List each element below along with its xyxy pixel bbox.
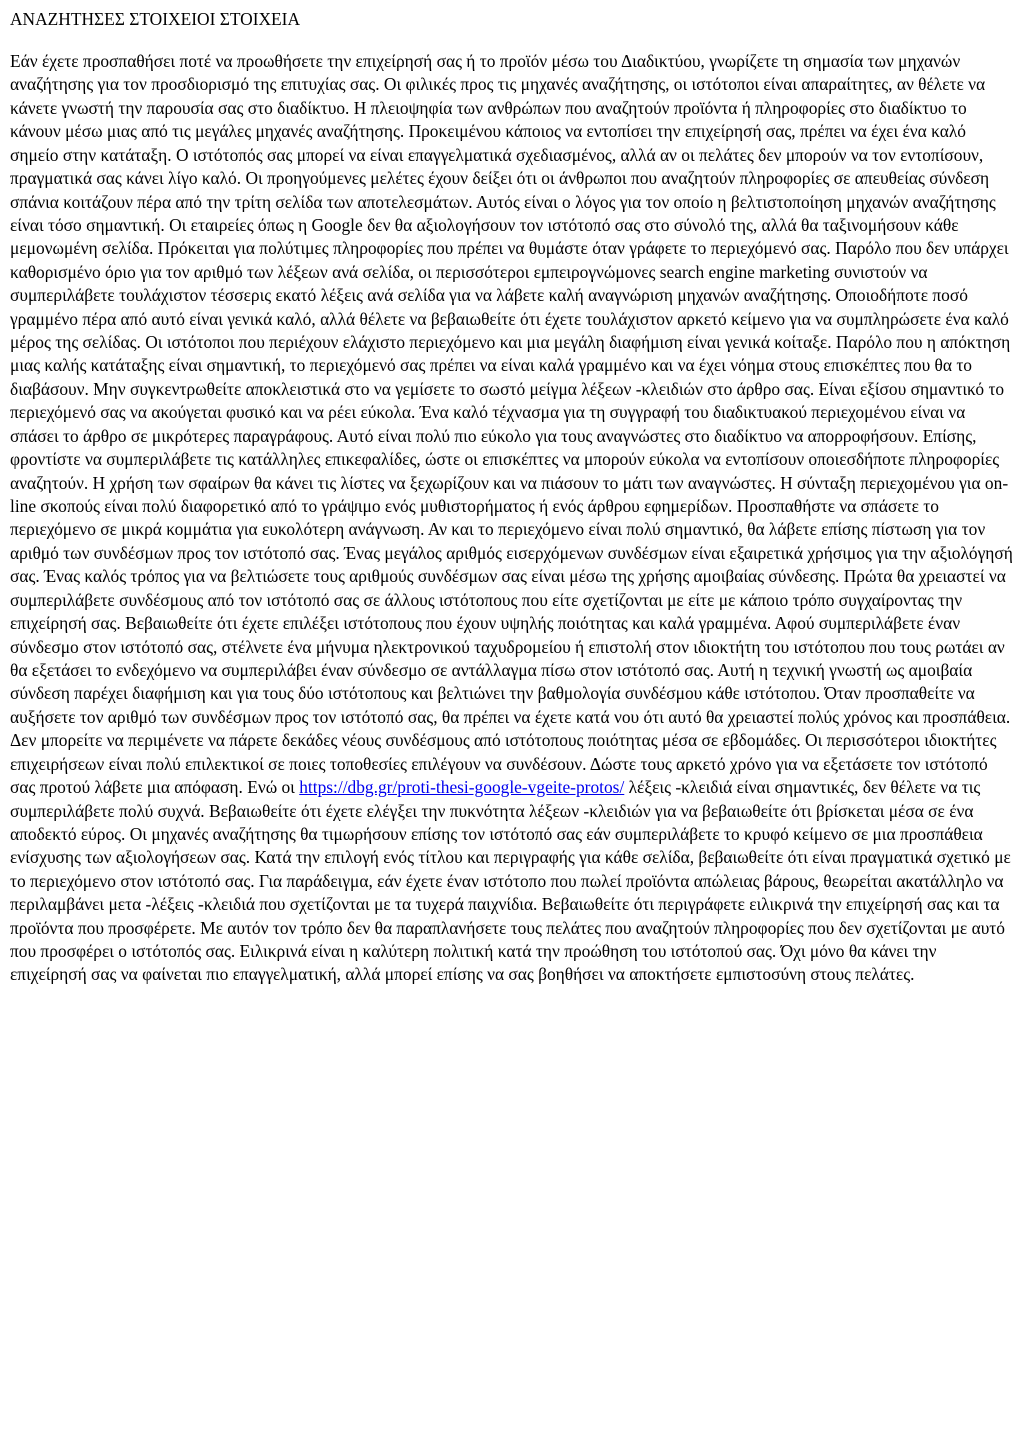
document-body — [10, 50, 1014, 987]
body-text-before-link: Εάν έχετε προσπαθήσει ποτέ να προωθήσετε την επιχείρησή σας ή το προϊόν μέσω του Διαδικτύου, γνωρίζετε τη σημασία των μηχανών αναζήτησης για τον προσδιορισμό της επιτυχίας σας. Οι φιλικές προς τις μηχανές αναζήτησης, οι ιστότοποι είναι απαραίτητες, αν θέλετε να κάνετε γνωστή την παρουσία σας στο διαδίκτυο. Η πλειοψηφία των ανθρώπων που αναζητούν προϊόντα ή πληροφορίες στο διαδίκτυο το κάνουν μέσω μιας από τις μεγάλες μηχανές αναζήτησης. Προκειμένου κάποιος να εντοπίσει την επιχείρησή σας, πρέπει να έχει ένα καλό σημείο στην κατάταξη. Ο ιστότοπός σας μπορεί να είναι επαγγελματικά σχεδιασμένος, αλλά αν οι πελάτες δεν μπορούν να τον εντοπίσουν, πραγματικά σας κάνει λίγο καλό. Οι προηγούμενες μελέτες έχουν δείξει ότι οι άνθρωποι που αναζητούν πληροφορίες σε απευθείας σύνδεση σπάνια κοιτάζουν πέρα από την τρίτη σελίδα των αποτελεσμάτων. Αυτός είναι ο λόγος για τον οποίο η βελτιστοποίηση μηχανών αναζήτησης είναι τόσο σημαντική. Οι εταιρείες όπως η Google δεν θα αξιολογήσουν τον ιστότοπό σας στο σύνολό της, αλλά θα ταξινομήσουν κάθε μεμονωμένη σελίδα. Πρόκειται για πολύτιμες πληροφορίες που πρέπει να θυμάστε όταν γράφετε το περιεχόμενό σας. Παρόλο που δεν υπάρχει καθορισμένο όριο για τον αριθμό των λέξεων ανά σελίδα, οι περισσότεροι εμπειρογνώμονες search engine marketing συνιστούν να συμπεριλάβετε τουλάχιστον τέσσερις εκατό λέξεις ανά σελίδα για να λάβετε καλή αναγνώριση μηχανών αναζήτησης. Οποιοδήποτε ποσό γραμμένο πέρα από αυτό είναι γενικά καλό, αλλά θέλετε να βεβαιωθείτε ότι έχετε τουλάχιστον αρκετό κείμενο για να συμπληρώσετε ένα καλό μέρος της σελίδας. Οι ιστότοποι που περιέχουν ελάχιστο περιεχόμενο και μια μεγάλη διαφήμιση είναι γενικά κοίταξε. Παρόλο που η απόκτηση μιας καλής κατάταξης είναι σημαντική, το περιεχόμενό σας πρέπει να είναι καλά γραμμένο και να έχει νόημα στους επισκέπτες που θα το διαβάσουν. Μην συγκεντρωθείτε αποκλειστικά στο να γεμίσετε το σωστό μείγμα λέξεων -κλειδιών στο άρθρο σας. Είναι εξίσου σημαντικό το περιεχόμενό σας να ακούγεται φυσικό και να ρέει εύκολα. Ένα καλό τέχνασμα για τη συγγραφή του διαδικτυακού περιεχομένου είναι να σπάσει το άρθρο σε μικρότερες παραγράφους. Αυτό είναι πολύ πιο εύκολο για τους αναγνώστες στο διαδίκτυο να απορροφήσουν. Επίσης, φροντίστε να συμπεριλάβετε τις κατάλληλες επικεφαλίδες, ώστε οι επισκέπτες να μπορούν εύκολα να εντοπίσουν οποιεσδήποτε πληροφορίες αναζητούν. Η χρήση των σφαίρων θα κάνει τις λίστες να ξεχωρίζουν και να πιάσουν το μάτι των αναγνώστες. Η σύνταξη περιεχομένου για on-line σκοπούς είναι πολύ διαφορετικό από το γράψιμο ενός μυθιστορήματος ή ενός άρθρου εφημερίδων. Προσπαθήστε να σπάσετε το περιεχόμενο σε μικρά κομμάτια για ευκολότερη ανάγνωση. Αν και το περιεχόμενο είναι πολύ σημαντικό, θα λάβετε επίσης πίστωση για τον αριθμό των συνδέσμων προς τον ιστότοπό σας. Ένας μεγάλος αριθμός εισερχόμενων συνδέσμων είναι εξαιρετικά χρήσιμος για την αξιολόγησή σας. Ένας καλός τρόπος για να βελτιώσετε τους αριθμούς συνδέσμων σας είναι μέσω της χρήσης αμοιβαίας σύνδεσης. Πρώτα θα χρειαστεί να συμπεριλάβετε συνδέσμους από τον ιστότοπό σας σε άλλους ιστότοπους που είτε σχετίζονται με είτε με κάποιο τρόπο συγχαίροντας την επιχείρησή σας. Βεβαιωθείτε ότι έχετε επιλέξει ιστότοπους που έχουν υψηλής ποιότητας και καλά γραμμένα. Αφού συμπεριλάβετε έναν σύνδεσμο στον ιστότοπό σας, στέλνετε ένα μήνυμα ηλεκτρονικού ταχυδρομείου ή επιστολή στον ιδιοκτήτη του ιστότοπου που τους ρωτάει αν θα εξετάσει το ενδεχόμενο να συμπεριλάβει έναν σύνδεσμο σε αντάλλαγμα πίσω στον ιστότοπό σας. Αυτή η τεχνική γνωστή ως αμοιβαία σύνδεση παρέχει διαφήμιση και για τους δύο ιστότοπους και βελτιώνει την βαθμολογία συνδέσμου κάθε ιστότοπου. Όταν προσπαθείτε να αυξήσετε τον αριθμό των συνδέσμων προς τον ιστότοπό σας, θα πρέπει να έχετε κατά νου ότι αυτό θα χρειαστεί πολύς χρόνος και προσπάθεια. Δεν μπορείτε να περιμένετε να πάρετε δεκάδες νέους συνδέσμους από ιστότοπους ποιότητας μέσα σε εβδομάδες. Οι περισσότεροι ιδιοκτήτες επιχειρήσεων είναι πολύ επιλεκτικοί σε ποιες τοποθεσίες επιλέγουν να συνδέσουν. Δώστε τους αρκετό χρόνο για να εξετάσετε τον ιστότοπό σας προτού λάβετε μια απόφαση. Ενώ οι — [10, 51, 1013, 798]
document-title: ΑΝΑΖΗΤΗΣΕΣ ΣΤΟΙΧΕΙΟΙ ΣΤΟΙΧΕΙΑ — [10, 9, 301, 29]
inline-url-link[interactable]: https://dbg.gr/proti-thesi-google-vgeite-protos/ — [299, 777, 625, 798]
body-text-after-link: λέξεις -κλειδιά είναι σημαντικές, δεν θέλετε να τις συμπεριλάβετε πολύ συχνά. Βεβαιωθείτε ότι έχετε ελέγξει την πυκνότητα λέξεων -κλειδιών για να βεβαιωθείτε ότι βρίσκεται μέσα σε ένα αποδεκτό εύρος. Οι μηχανές αναζήτησης θα τιμωρήσουν επίσης τον ιστότοπό σας εάν συμπεριλάβετε το κρυφό κείμενο σε μια προσπάθεια ενίσχυσης των αξιολογήσεων σας. Κατά την επιλογή ενός τίτλου και περιγραφής για κάθε σελίδα, βεβαιωθείτε ότι είναι πραγματικά σχετικό με το περιεχόμενο στον ιστότοπό σας. Για παράδειγμα, εάν έχετε έναν ιστότοπο που πωλεί προϊόντα απώλειας βάρους, θεωρείται ακατάλληλο να περιλαμβάνει μετα -λέξεις -κλειδιά που σχετίζονται με τα τυχερά παιχνίδια. Βεβαιωθείτε ότι περιγράφετε ειλικρινά την επιχείρησή σας και τα προϊόντα που προσφέρετε. Με αυτόν τον τρόπο δεν θα παραπλανήσετε τους πελάτες που αναζητούν πληροφορίες που δεν σχετίζονται με αυτό που προσφέρει ο ιστότοπός σας. Ειλικρινά είναι η καλύτερη πολιτική κατά την προώθηση του ιστότοπού σας. Όχι μόνο θα κάνει την επιχείρησή σας να φαίνεται πιο επαγγελματική, αλλά μπορεί επίσης να σας βοηθήσει να αποκτήσετε εμπιστοσύνη στους πελάτες. — [10, 777, 1011, 985]
